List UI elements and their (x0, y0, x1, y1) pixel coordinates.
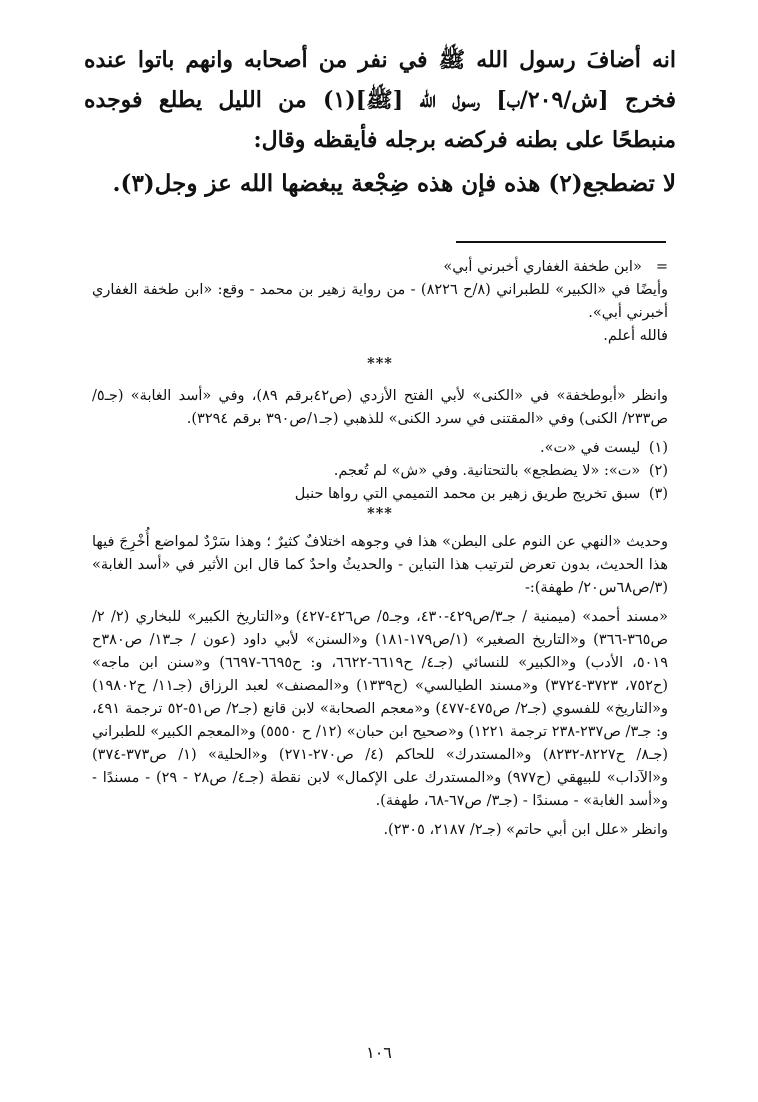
footnote-separator (456, 241, 666, 243)
hadith-quote: لا تضطجع(٢) هذه فإن هذه ضِجْعة يبغضها الله عز وجل(٣). (112, 170, 676, 197)
footnote-text: «ت»: «لا يضطجع» بالتحتانية. وفي «ش» لم تُعجم. (333, 463, 641, 479)
footnote-text: سبق تخريج طريق زهير بن محمد التميمي التي رواها حنبل (294, 486, 641, 502)
continued-note-line: وأيضًا في «الكبير» للطبراني (٨/ح ٨٢٢٦) - من رواية زهير بن محمد - وقع: «ابن طخفة الغفاري أخبرني أبي». (92, 282, 668, 321)
footnote-text: ليست في «ت». (540, 440, 641, 456)
continued-note-text: «ابن طخفة الغفاري أخبرني أبي» (443, 259, 642, 275)
continued-note-line (92, 256, 668, 279)
footnote-number: (٣) (648, 486, 668, 502)
footnote-3-see-also: وانظر «علل ابن أبي حاتم» (جـ٢/ ٢١٨٧، ٢٣٠٥). (383, 822, 668, 838)
continued-note-line: فالله أعلم. (603, 328, 668, 344)
footnote-2 (92, 460, 668, 483)
footnotes-section (92, 256, 668, 842)
continuation-marker: = (655, 259, 668, 275)
section-stars: *** (367, 505, 393, 522)
footnote-1 (92, 437, 668, 460)
footnote-3-paragraph: وحديث «النهي عن النوم على البطن» هذا في وجوهه اختلافٌ كثيرٌ ؛ وهذا سَرْدٌ لمواضع أُخْرِجَ فيها هذا الحديث، بدون تعرض لترتيب هذا التباين - والحديثُ واحدٌ كما قال ابن الأثير في «أسد الغابة» (٣/ص٦٨س٢٠/ طهفة):- (92, 534, 668, 596)
footnote-number: (١) (648, 440, 668, 456)
section-stars: *** (367, 355, 393, 372)
footnote-number: (٢) (648, 463, 668, 479)
page-number: ١٠٦ (366, 1043, 392, 1062)
main-text (84, 40, 676, 204)
continued-note-paragraph: وانظر «أبوطخفة» في «الكنى» لأبي الفتح الأزدي (ص٤٢برقم ٨٩)، وفي «أسد الغابة» (جـ٥/ ص٢٣٣/ الكنى) وفي «المقتنى في سرد الكنى» للذهبي (جـ١/ص٣٩٠ برقم ٣٢٩٤). (92, 388, 668, 427)
main-paragraph: انه أضافَ رسول الله ﷺ في نفر من أصحابه وانهم باتوا عنده فخرج [ش/٢٠٩/ب] رسول الله [ﷺ](١) من الليل يطلع فوجده منبطحًا على بطنه فركضه برجله فأيقظه وقال: (84, 47, 676, 153)
footnote-3-references: «مسند أحمد» (ميمنية / جـ٣/ص٤٢٩-٤٣٠، وجـ٥/ ص٤٢٦-٤٢٧) و«التاريخ الكبير» للبخاري (٢/ ٢/ص٣٦٥-٣٦٦) و«التاريخ الصغير» (١/ص١٧٩-١٨١) و«السنن» لأبي داود (عون / جـ١٣/ ص٣٨٠ح ٥٠١٩، الأدب) و«الكبير» للنسائي (جـ٤/ ح٦٦١٩-٦٦٢٢، و: ح٦٦٩٥-٦٦٩٧) و«سنن ابن ماجه» (ح٧٥٢، ٣٧٢٣-٣٧٢٤) و«مسند الطيالسي» (ح١٣٣٩) و«المصنف» لعبد الرزاق (جـ١١/ ح١٩٨٠٢) و«التاريخ» للفسوي (جـ٢/ ص٤٧٥-٤٧٧) و«معجم الصحابة» لابن قانع (جـ٢/ ص٥١-٥٢ ترجمة ٤٩١، و: جـ٣/ ص٢٣٧-٢٣٨ ترجمة ١٢٢١) و«صحيح ابن حبان» (١٢/ ح ٥٥٥٠) و«المعجم الكبير» للطبراني (جـ٨/ ح٨٢٢٧-٨٢٣٢) و«المستدرك» للحاكم (٤/ ص٢٧٠-٢٧١) و«الحلية» (١/ ص٣٧٣-٣٧٤) و«الآداب» للبيهقي (ح٩٧٧) و«المستدرك على الإكمال» لابن نقطة (جـ٤/ ص٢٨ - ٢٩) - مسندًا - و«أسد الغابة» - مسندًا - (جـ٣/ ص٦٧-٦٨، طهفة). (92, 609, 669, 809)
